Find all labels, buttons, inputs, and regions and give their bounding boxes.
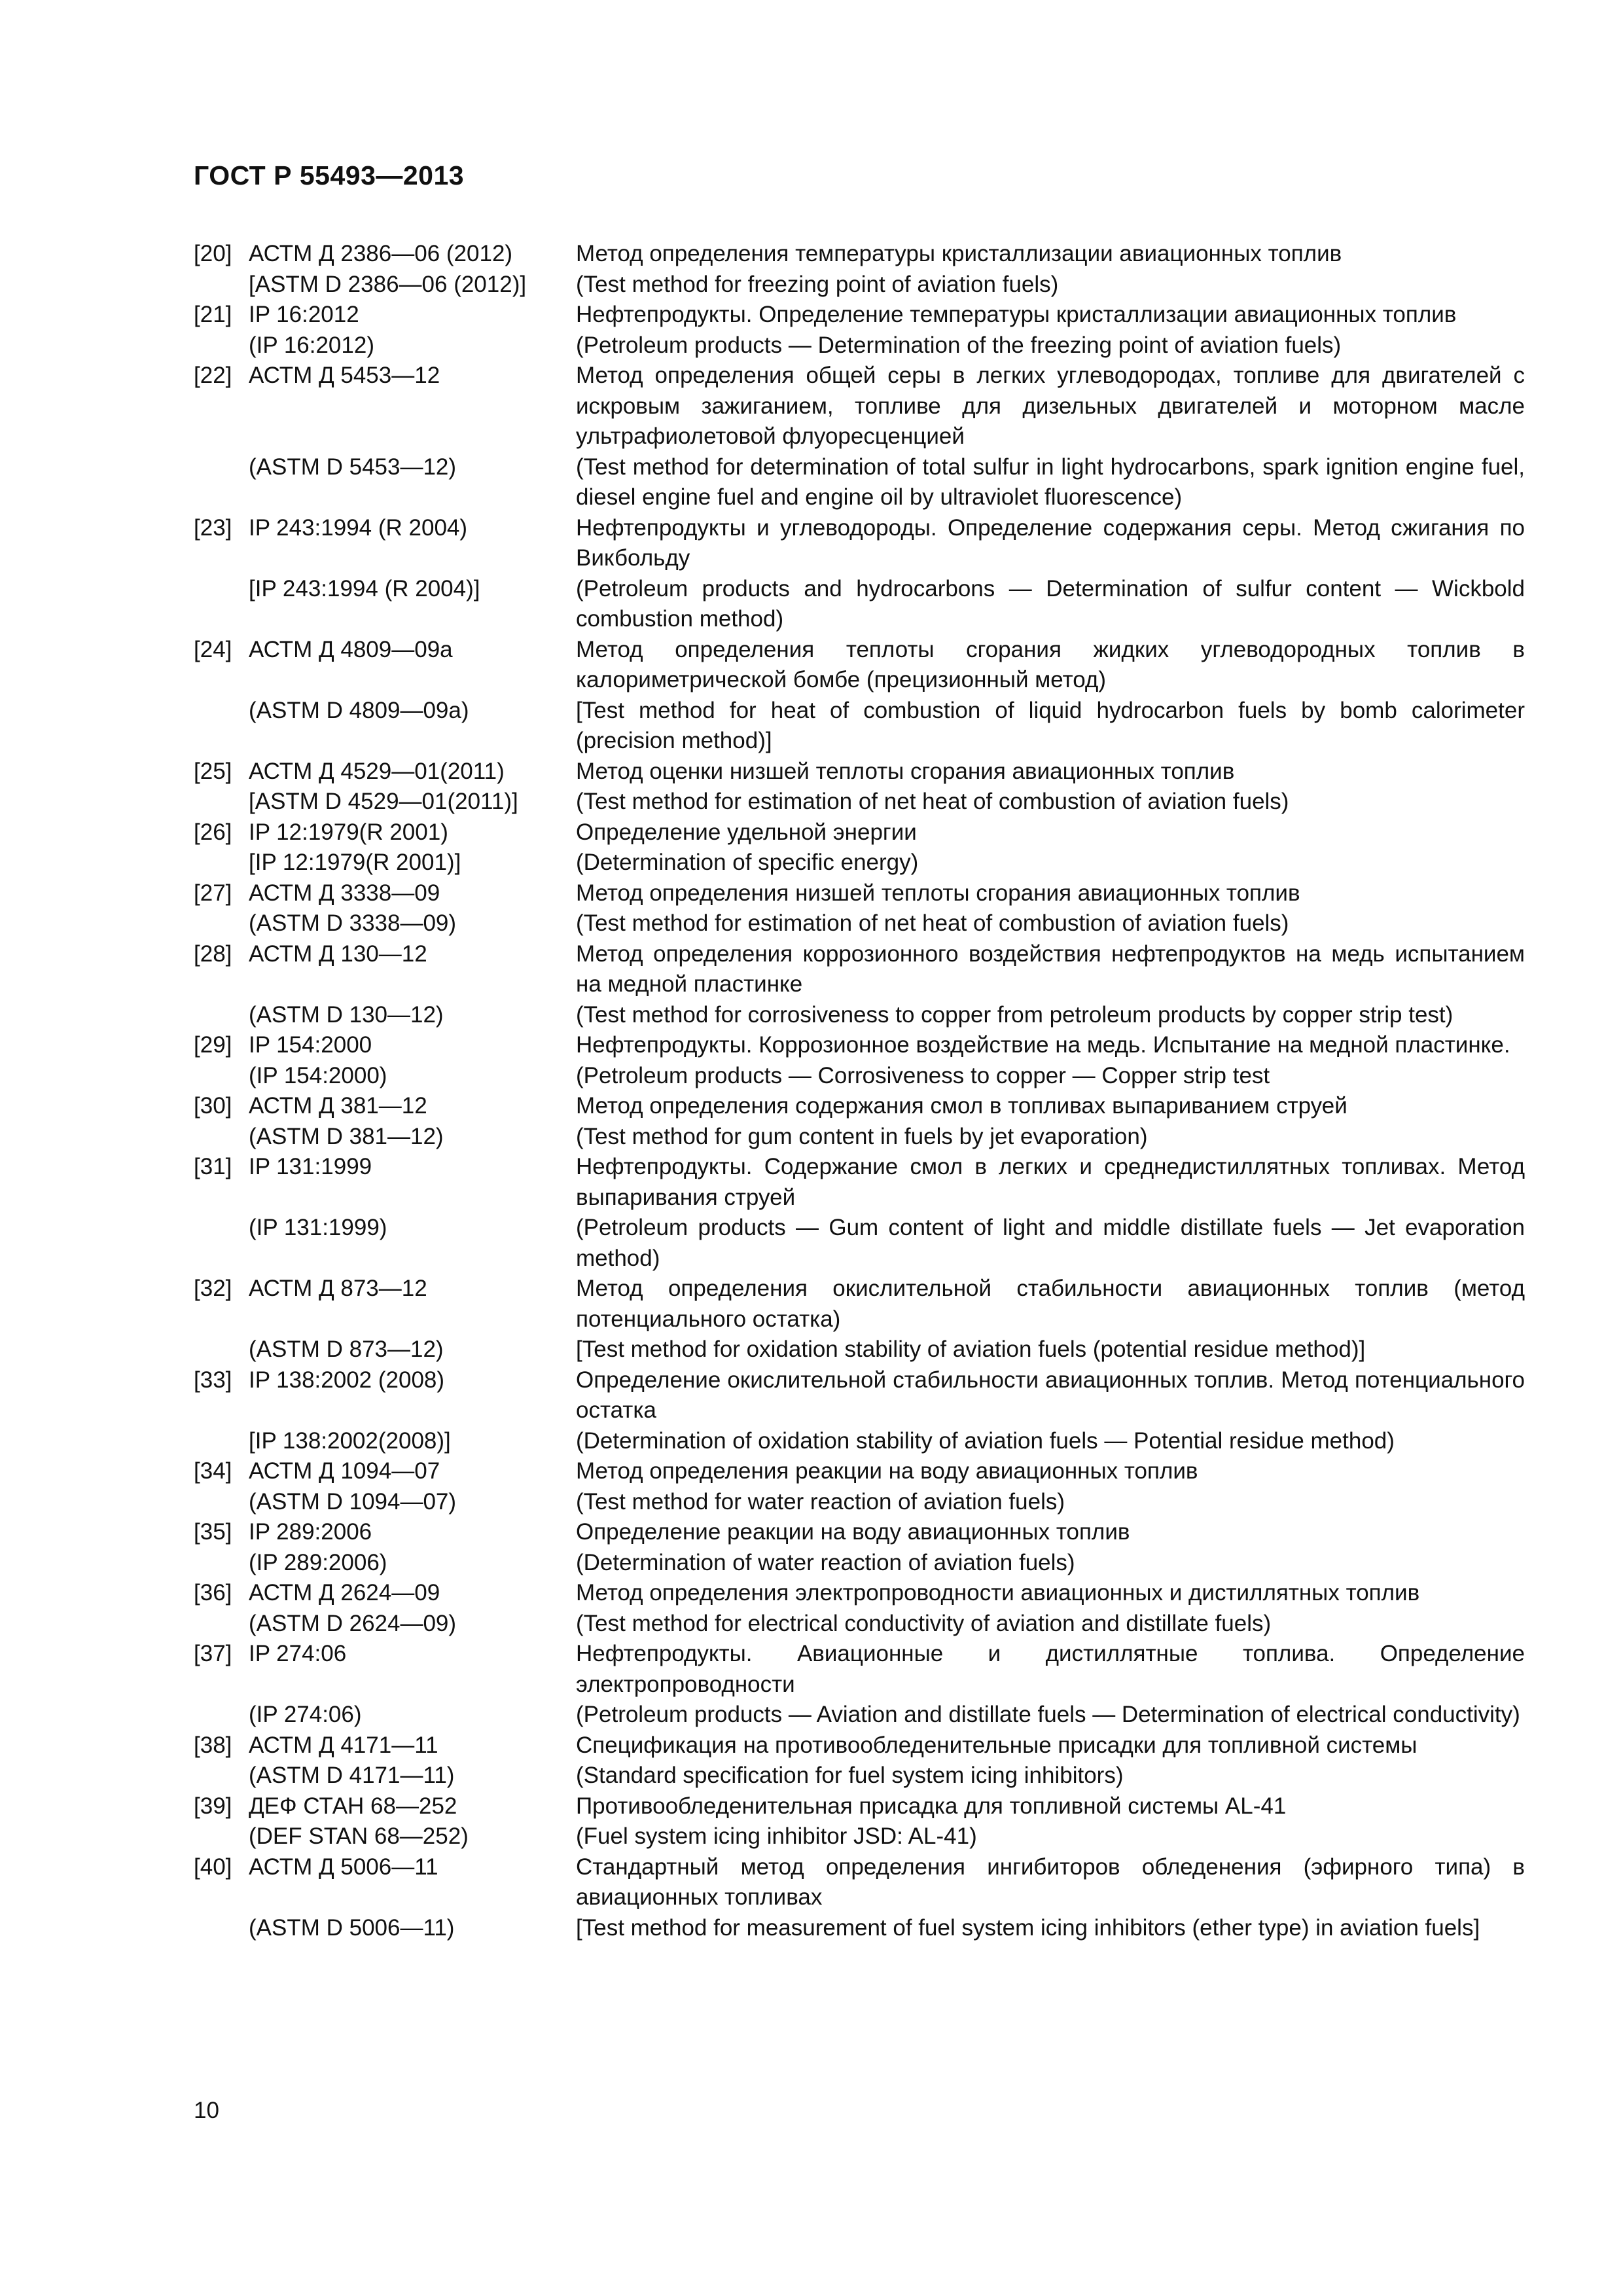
- reference-line: [194, 1548, 1525, 1579]
- reference-number: [194, 1213, 249, 1274]
- reference-line: [194, 239, 1525, 270]
- reference-code: (ASTM D 4809—09a): [249, 697, 469, 723]
- reference-number: [194, 1000, 249, 1031]
- reference-line: [194, 1091, 1525, 1122]
- reference-number: [24]: [194, 636, 232, 662]
- reference-description: (Test method for determination of total sulfur in light hydrocarbons, spark ignition engine fuel, diesel engine fuel and engine oil by ultraviolet fluorescence): [576, 454, 1525, 510]
- reference-code: АСТМ Д 3338—09: [249, 880, 440, 906]
- reference-description: (Standard specification for fuel system icing inhibitors): [576, 1763, 1124, 1788]
- reference-code: АСТМ Д 130—12: [249, 941, 427, 967]
- reference-number: [194, 1821, 249, 1852]
- reference-description: (Determination of oxidation stability of aviation fuels — Potential residue method): [576, 1427, 1395, 1454]
- reference-description: Нефтепродукты и углеводороды. Определение содержания серы. Метод сжигания по Викбольду: [576, 514, 1525, 571]
- reference-number: [30]: [194, 1093, 232, 1119]
- reference-description: Спецификация на противообледенительные присадки для топливной системы: [576, 1732, 1418, 1758]
- reference-number: [25]: [194, 758, 232, 784]
- reference-description: Метод определения температуры кристаллизации авиационных топлив: [576, 241, 1342, 266]
- reference-line: [194, 1639, 1525, 1700]
- reference-code: IP 243:1994 (R 2004): [249, 514, 468, 541]
- reference-description: [Test method for heat of combustion of liquid hydrocarbon fuels by bomb calorimeter (precision method)]: [576, 697, 1525, 753]
- reference-line: [194, 1517, 1525, 1548]
- reference-code: IP 131:1999: [249, 1154, 372, 1179]
- reference-code: IP 289:2006: [249, 1519, 372, 1545]
- reference-line: [194, 1365, 1525, 1426]
- reference-number: [29]: [194, 1032, 232, 1058]
- reference-description: (Test method for water reaction of aviation fuels): [576, 1488, 1065, 1515]
- reference-description: Нефтепродукты. Коррозионное воздействие на медь. Испытание на медной пластинке.: [576, 1032, 1510, 1058]
- reference-description: (Petroleum products — Determination of the freezing point of aviation fuels): [576, 332, 1342, 358]
- reference-number: [20]: [194, 241, 232, 266]
- reference-description: Метод определения общей серы в легких углеводородах, топливе для двигателей с искровым зажиганием, топливе для дизельных двигателей и моторном масле ультрафиолетовой флуоресценцией: [576, 363, 1525, 449]
- reference-number: [194, 1761, 249, 1791]
- reference-code: [ASTM D 2386—06 (2012)]: [249, 271, 527, 297]
- reference-code: АСТМ Д 381—12: [249, 1093, 427, 1119]
- reference-number: [37]: [194, 1641, 232, 1666]
- page-header: ГОСТ Р 55493—2013: [194, 160, 465, 190]
- reference-number: [194, 787, 249, 817]
- reference-description: Нефтепродукты. Авиационные и дистиллятные топлива. Определение электропроводности: [576, 1641, 1525, 1697]
- reference-description: Нефтепродукты. Определение температуры кристаллизации авиационных топлив: [576, 302, 1457, 327]
- reference-number: [194, 908, 249, 939]
- reference-number: [35]: [194, 1519, 232, 1545]
- reference-number: [194, 1335, 249, 1365]
- reference-line: [194, 1791, 1525, 1822]
- reference-number: [22]: [194, 363, 232, 388]
- reference-line: [194, 331, 1525, 361]
- reference-code: IP 12:1979(R 2001): [249, 819, 448, 845]
- reference-number: [33]: [194, 1367, 232, 1393]
- reference-line: [194, 1913, 1525, 1944]
- reference-code: АСТМ Д 2386—06 (2012): [249, 241, 513, 266]
- reference-code: (IP 131:1999): [249, 1215, 387, 1240]
- reference-number: [194, 1548, 249, 1579]
- reference-line: [194, 1152, 1525, 1213]
- reference-line: [194, 1122, 1525, 1153]
- reference-description: Метод определения коррозионного воздействия нефтепродуктов на медь испытанием на медной пластинке: [576, 941, 1525, 997]
- reference-line: [194, 1700, 1525, 1731]
- reference-number: [194, 1122, 249, 1153]
- reference-code: (ASTM D 2624—09): [249, 1610, 457, 1636]
- reference-number: [39]: [194, 1793, 232, 1819]
- reference-number: [21]: [194, 302, 232, 327]
- reference-line: [194, 1213, 1525, 1274]
- reference-line: [194, 878, 1525, 909]
- reference-number: [23]: [194, 514, 232, 541]
- reference-number: [27]: [194, 880, 232, 906]
- reference-list: [194, 239, 1525, 1943]
- reference-line: [194, 513, 1525, 574]
- reference-description: (Test method for estimation of net heat of combustion of aviation fuels): [576, 789, 1289, 814]
- reference-description: Нефтепродукты. Содержание смол в легких и среднедистиллятных топливах. Метод выпаривания струей: [576, 1154, 1525, 1210]
- reference-line: [194, 1335, 1525, 1365]
- reference-line: [194, 1030, 1525, 1061]
- reference-code: (IP 154:2000): [249, 1062, 387, 1088]
- reference-line: [194, 452, 1525, 513]
- reference-number: [194, 270, 249, 300]
- reference-number: [36]: [194, 1580, 232, 1605]
- reference-line: [194, 1000, 1525, 1031]
- reference-line: [194, 757, 1525, 787]
- reference-description: Стандартный метод определения ингибиторов обледенения (эфирного типа) в авиационных топливах: [576, 1854, 1525, 1910]
- reference-line: [194, 635, 1525, 696]
- reference-line: [194, 1731, 1525, 1761]
- reference-line: [194, 300, 1525, 331]
- reference-number: [26]: [194, 819, 232, 845]
- reference-code: АСТМ Д 5006—11: [249, 1854, 438, 1880]
- reference-number: [31]: [194, 1154, 232, 1179]
- reference-description: (Petroleum products and hydrocarbons — Determination of sulfur content — Wickbold combustion method): [576, 575, 1525, 632]
- reference-description: (Test method for gum content in fuels by jet evaporation): [576, 1123, 1148, 1149]
- reference-code: ДЕФ СТАН 68—252: [249, 1793, 457, 1819]
- reference-code: [ASTM D 4529—01(2011)]: [249, 789, 518, 814]
- reference-description: (Petroleum products — Gum content of light and middle distillate fuels — Jet evaporation method): [576, 1215, 1525, 1271]
- reference-number: [32]: [194, 1276, 232, 1301]
- reference-description: (Test method for corrosiveness to copper from petroleum products by copper strip test): [576, 1001, 1454, 1028]
- reference-code: АСТМ Д 4171—11: [249, 1732, 438, 1758]
- reference-description: Определение окислительной стабильности авиационных топлив. Метод потенциального остатка: [576, 1367, 1525, 1423]
- reference-code: [IP 12:1979(R 2001)]: [249, 850, 461, 875]
- reference-description: Противообледенительная присадка для топливной системы AL-41: [576, 1793, 1287, 1819]
- reference-code: (DEF STAN 68—252): [249, 1823, 469, 1849]
- reference-code: (ASTM D 4171—11): [249, 1763, 455, 1788]
- reference-description: (Test method for electrical conductivity of aviation and distillate fuels): [576, 1610, 1272, 1636]
- reference-number: [194, 848, 249, 878]
- reference-code: (IP 274:06): [249, 1702, 362, 1727]
- reference-number: [38]: [194, 1732, 232, 1758]
- reference-description: [Test method for oxidation stability of aviation fuels (potential residue method)]: [576, 1336, 1366, 1362]
- reference-code: IP 16:2012: [249, 302, 359, 327]
- reference-number: [194, 574, 249, 635]
- reference-code: АСТМ Д 4529—01(2011): [249, 758, 505, 784]
- reference-code: АСТМ Д 1094—07: [249, 1458, 440, 1484]
- reference-code: (ASTM D 5453—12): [249, 454, 457, 480]
- reference-code: АСТМ Д 4809—09а: [249, 636, 453, 662]
- reference-code: АСТМ Д 873—12: [249, 1276, 427, 1301]
- reference-line: [194, 361, 1525, 452]
- reference-code: IP 138:2002 (2008): [249, 1367, 445, 1393]
- reference-line: [194, 1761, 1525, 1791]
- reference-description: (Test method for freezing point of aviation fuels): [576, 271, 1059, 297]
- reference-number: [194, 1609, 249, 1640]
- reference-description: Определение реакции на воду авиационных топлив: [576, 1519, 1130, 1545]
- reference-description: Метод определения окислительной стабильности авиационных топлив (метод потенциального остатка): [576, 1276, 1525, 1332]
- reference-line: [194, 1274, 1525, 1335]
- reference-line: [194, 817, 1525, 848]
- reference-number: [194, 696, 249, 757]
- reference-code: [IP 138:2002(2008)]: [249, 1427, 451, 1454]
- reference-line: [194, 1852, 1525, 1913]
- reference-code: IP 274:06: [249, 1641, 347, 1666]
- reference-description: Метод определения низшей теплоты сгорания авиационных топлив: [576, 880, 1300, 906]
- reference-line: [194, 848, 1525, 878]
- reference-line: [194, 1821, 1525, 1852]
- reference-code: (ASTM D 3338—09): [249, 910, 457, 936]
- reference-description: (Determination of water reaction of aviation fuels): [576, 1549, 1075, 1575]
- reference-line: [194, 787, 1525, 817]
- reference-line: [194, 1609, 1525, 1640]
- reference-code: (ASTM D 873—12): [249, 1336, 444, 1362]
- reference-code: (IP 289:2006): [249, 1549, 387, 1575]
- reference-description: Метод определения реакции на воду авиационных топлив: [576, 1458, 1198, 1484]
- reference-line: [194, 1487, 1525, 1518]
- page-number: 10: [194, 2098, 219, 2123]
- reference-line: [194, 270, 1525, 300]
- reference-number: [194, 1426, 249, 1457]
- reference-number: [40]: [194, 1854, 232, 1880]
- reference-description: (Fuel system icing inhibitor JSD: AL-41): [576, 1823, 977, 1849]
- reference-description: (Petroleum products — Aviation and distillate fuels — Determination of electrical conductivity): [576, 1702, 1520, 1727]
- reference-line: [194, 939, 1525, 1000]
- reference-line: [194, 1578, 1525, 1609]
- reference-number: [194, 1700, 249, 1731]
- reference-number: [194, 1061, 249, 1092]
- reference-line: [194, 574, 1525, 635]
- reference-number: [194, 1913, 249, 1944]
- reference-code: (ASTM D 1094—07): [249, 1488, 457, 1515]
- reference-code: [IP 243:1994 (R 2004)]: [249, 575, 480, 601]
- reference-description: Метод определения содержания смол в топливах выпариванием струей: [576, 1093, 1347, 1119]
- reference-description: Определение удельной энергии: [576, 819, 917, 845]
- reference-code: АСТМ Д 5453—12: [249, 363, 440, 388]
- reference-description: (Test method for estimation of net heat of combustion of aviation fuels): [576, 910, 1289, 936]
- reference-description: Метод определения теплоты сгорания жидких углеводородных топлив в калориметрической бомбе (прецизионный метод): [576, 636, 1525, 692]
- reference-line: [194, 908, 1525, 939]
- reference-code: IP 154:2000: [249, 1032, 372, 1058]
- reference-number: [34]: [194, 1458, 232, 1484]
- reference-number: [194, 1487, 249, 1518]
- reference-description: (Petroleum products — Corrosiveness to copper — Copper strip test: [576, 1062, 1270, 1088]
- reference-line: [194, 696, 1525, 757]
- reference-code: (ASTM D 381—12): [249, 1123, 444, 1149]
- reference-line: [194, 1456, 1525, 1487]
- reference-code: АСТМ Д 2624—09: [249, 1580, 440, 1605]
- reference-line: [194, 1061, 1525, 1092]
- reference-code: (IP 16:2012): [249, 332, 374, 358]
- reference-code: (ASTM D 5006—11): [249, 1914, 455, 1941]
- reference-number: [28]: [194, 941, 232, 967]
- reference-number: [194, 452, 249, 513]
- reference-number: [194, 331, 249, 361]
- reference-description: [Test method for measurement of fuel system icing inhibitors (ether type) in aviation fuels]: [576, 1914, 1480, 1941]
- reference-code: (ASTM D 130—12): [249, 1001, 444, 1028]
- reference-line: [194, 1426, 1525, 1457]
- reference-description: (Determination of specific energy): [576, 850, 919, 875]
- reference-description: Метод определения электропроводности авиационных и дистиллятных топлив: [576, 1580, 1420, 1605]
- reference-description: Метод оценки низшей теплоты сгорания авиационных топлив: [576, 758, 1235, 784]
